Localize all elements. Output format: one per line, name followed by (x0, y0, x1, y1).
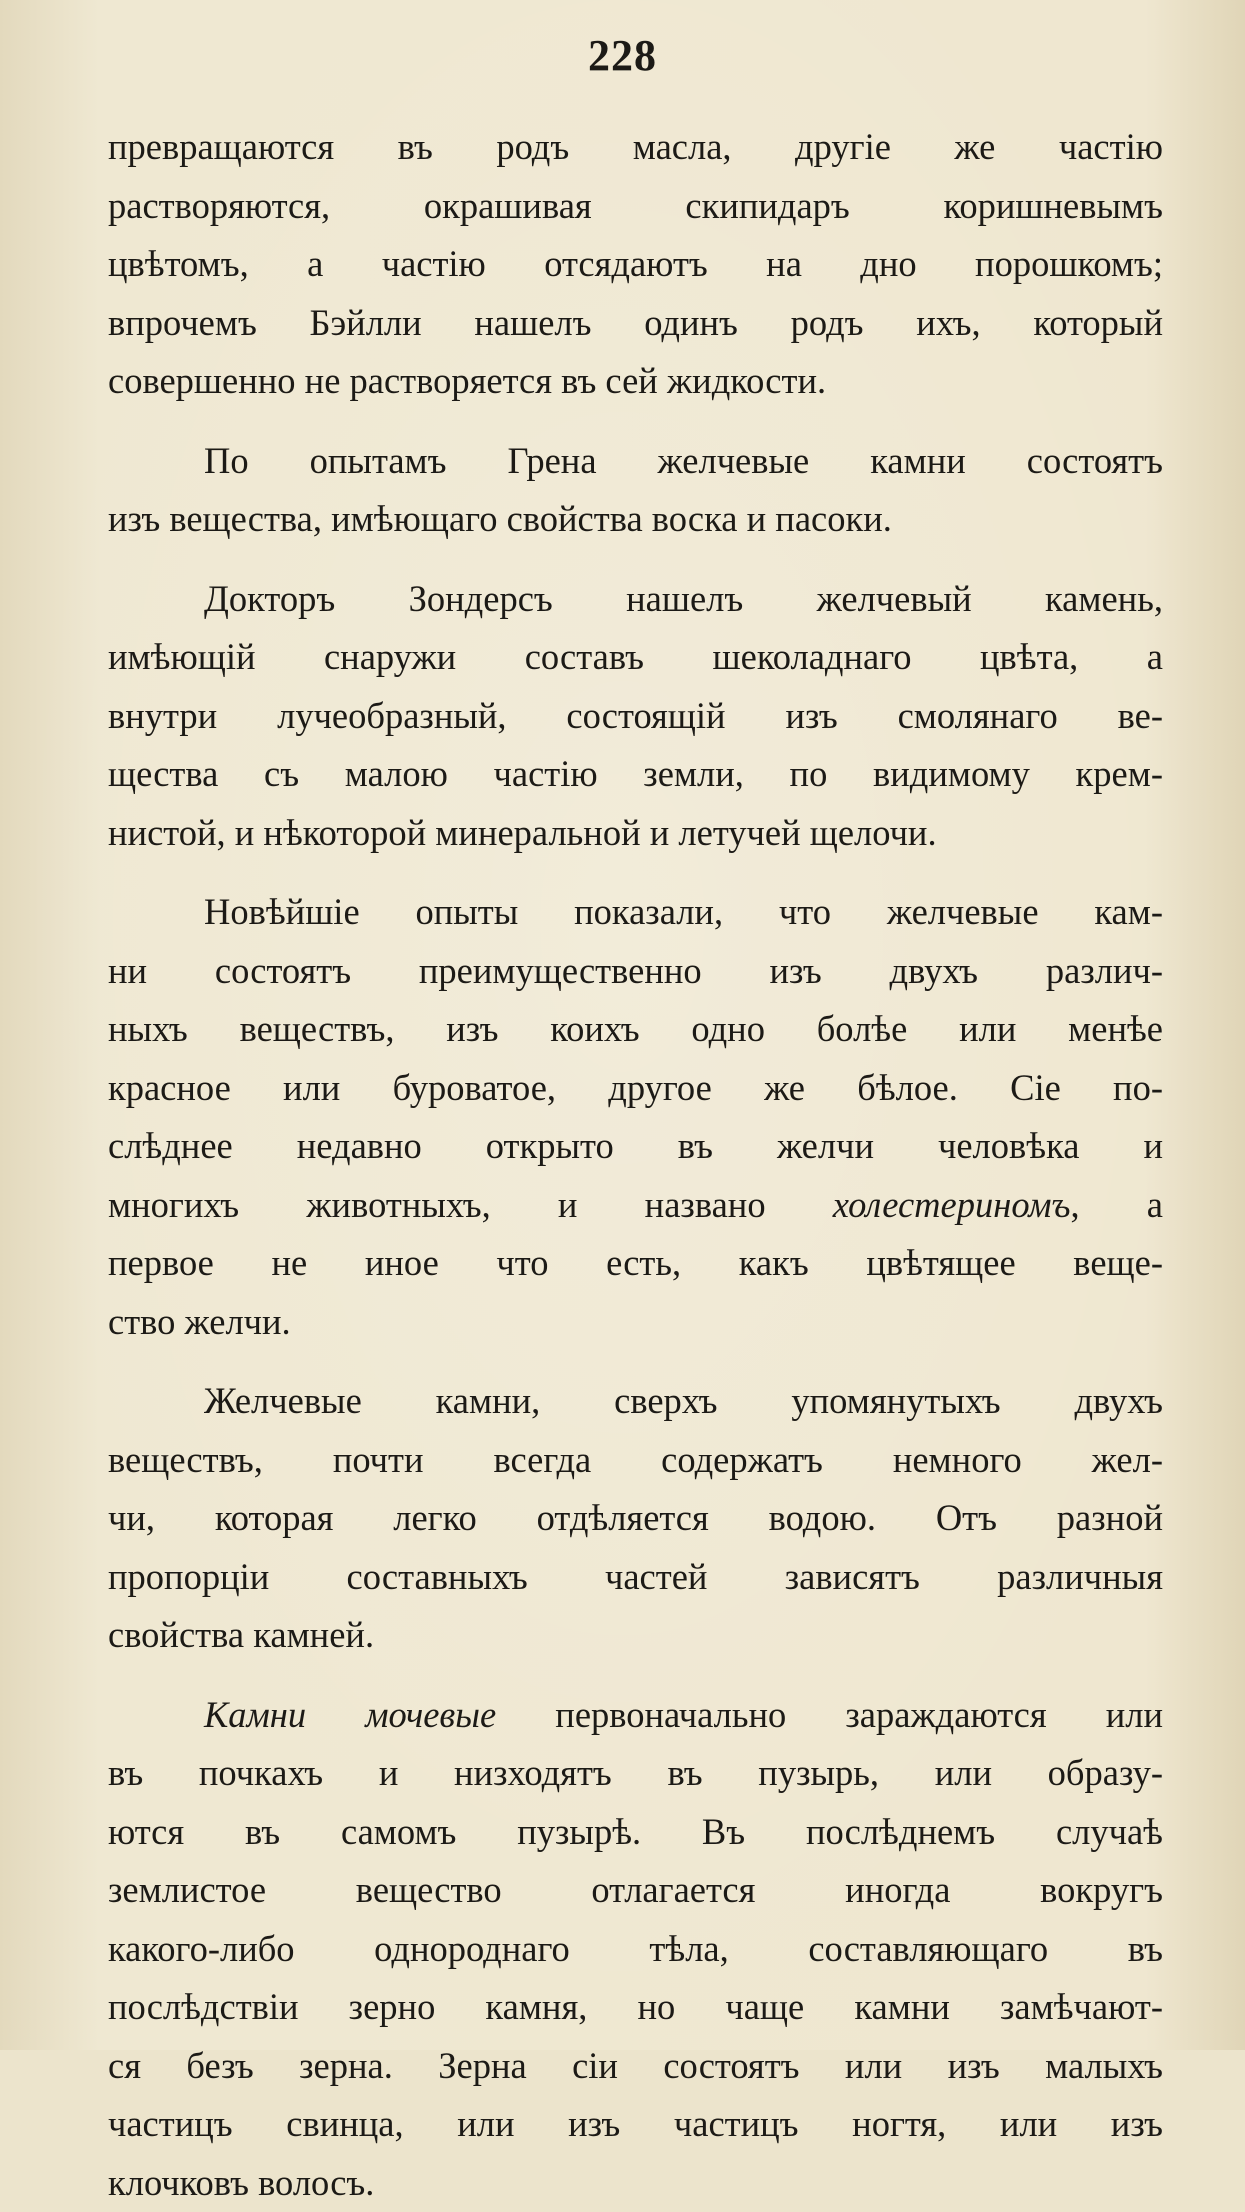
text-line: красное или буроватое, другое же бѣлое. Сіе по- (108, 1059, 1163, 1118)
text-line: внутри лучеобразный, состоящій изъ смолянаго ве- (108, 687, 1163, 746)
text-line: Новѣйшіе опыты показали, что желчевые кам- (108, 883, 1163, 942)
text-line: послѣдствіи зерно камня, но чаще камни замѣчают- (108, 1978, 1163, 2037)
paragraph-3 (108, 570, 1163, 863)
paragraph-2 (108, 432, 1163, 549)
text-line: чи, которая легко отдѣляется водою. Отъ разной (108, 1489, 1163, 1548)
paragraph-4 (108, 883, 1163, 1351)
italic-lead: Камни мочевые (204, 1694, 496, 1735)
text-line: слѣднее недавно открыто въ желчи человѣка и (108, 1117, 1163, 1176)
text-line: ни состоятъ преимущественно изъ двухъ различ- (108, 942, 1163, 1001)
text-line: первое не иное что есть, какъ цвѣтящее веще- (108, 1234, 1163, 1293)
italic-term: холестериномъ (833, 1184, 1071, 1225)
text-line: По опытамъ Грена желчевые камни состоятъ (108, 432, 1163, 491)
paragraph-6 (108, 1686, 1163, 2212)
text-line: свойства камней. (108, 1606, 1163, 1665)
text-line: пропорціи составныхъ частей зависятъ различныя (108, 1548, 1163, 1607)
text-line: Докторъ Зондерсъ нашелъ желчевый камень, (108, 570, 1163, 629)
text-line: ныхъ веществъ, изъ коихъ одно болѣе или менѣе (108, 1000, 1163, 1059)
text-line: ство желчи. (108, 1293, 1163, 1352)
text-line: цвѣтомъ, а частію отсядаютъ на дно порошкомъ; (108, 235, 1163, 294)
text-line: изъ вещества, имѣющаго свойства воска и пасоки. (108, 490, 1163, 549)
text-segment: , а (1070, 1184, 1163, 1225)
paragraph-5 (108, 1372, 1163, 1665)
text-line: частицъ свинца, или изъ частицъ ногтя, или изъ (108, 2095, 1163, 2154)
body-text (108, 118, 1163, 2212)
text-line: какого-либо однороднаго тѣла, составляющаго въ (108, 1920, 1163, 1979)
text-segment: многихъ животныхъ, и названо (108, 1184, 833, 1225)
text-line: имѣющій снаружи составъ шеколаднаго цвѣта, а (108, 628, 1163, 687)
text-line: щества съ малою частію земли, по видимому крем- (108, 745, 1163, 804)
page-number: 228 (0, 30, 1245, 81)
text-line-with-italic (108, 1176, 1163, 1235)
text-line: веществъ, почти всегда содержатъ немного жел- (108, 1431, 1163, 1490)
text-line: Желчевые камни, сверхъ упомянутыхъ двухъ (108, 1372, 1163, 1431)
text-line: впрочемъ Бэйлли нашелъ одинъ родъ ихъ, который (108, 294, 1163, 353)
text-line: клочковъ волосъ. (108, 2154, 1163, 2212)
text-line: превращаются въ родъ масла, другіе же частію (108, 118, 1163, 177)
text-line: нистой, и нѣкоторой минеральной и летучей щелочи. (108, 804, 1163, 863)
text-line-with-italic (108, 1686, 1163, 1745)
paragraph-1 (108, 118, 1163, 411)
text-line: ются въ самомъ пузырѣ. Въ послѣднемъ случаѣ (108, 1803, 1163, 1862)
text-line: въ почкахъ и низходятъ въ пузырь, или образу- (108, 1744, 1163, 1803)
text-line: совершенно не растворяется въ сей жидкости. (108, 352, 1163, 411)
text-segment: первоначально зараждаются или (496, 1694, 1163, 1735)
text-line: растворяются, окрашивая скипидаръ коришневымъ (108, 177, 1163, 236)
text-line: ся безъ зерна. Зерна сіи состоятъ или изъ малыхъ (108, 2037, 1163, 2096)
text-line: землистое вещество отлагается иногда вокругъ (108, 1861, 1163, 1920)
